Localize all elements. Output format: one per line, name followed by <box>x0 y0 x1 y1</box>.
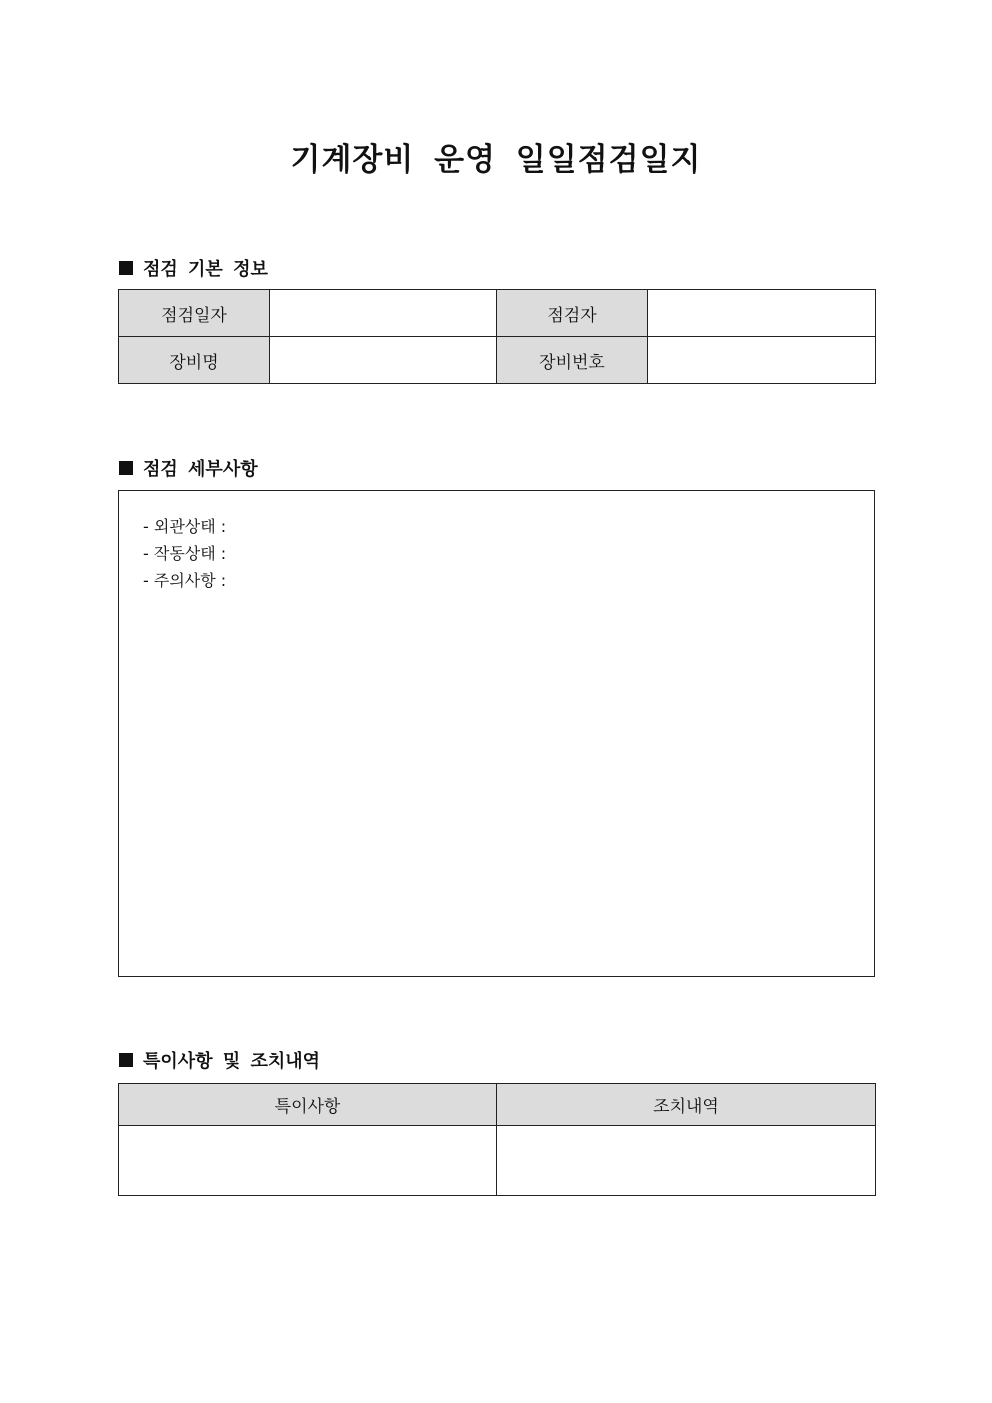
label-equipment-number: 장비번호 <box>497 337 648 384</box>
section-basic-heading <box>119 255 268 281</box>
section-remarks-heading <box>119 1047 320 1073</box>
detail-item-caution: - 주의사항 : <box>143 571 227 590</box>
inspection-date-field[interactable] <box>270 290 497 337</box>
header-actions: 조치내역 <box>497 1084 876 1126</box>
detail-list <box>119 491 874 594</box>
remarks-table <box>118 1083 876 1196</box>
section-remarks-title: 특이사항 및 조치내역 <box>143 1051 321 1072</box>
header-remarks: 특이사항 <box>119 1084 497 1126</box>
inspector-field[interactable] <box>648 290 876 337</box>
square-bullet-icon <box>119 261 133 275</box>
section-details-heading <box>119 455 258 481</box>
equipment-name-field[interactable] <box>270 337 497 384</box>
section-basic-title: 점검 기본 정보 <box>143 259 268 280</box>
label-equipment-name: 장비명 <box>119 337 270 384</box>
actions-field[interactable] <box>497 1126 876 1196</box>
detail-item-operation: - 작동상태 : <box>143 544 227 563</box>
equipment-number-field[interactable] <box>648 337 876 384</box>
basic-info-table <box>118 289 876 384</box>
square-bullet-icon <box>119 1053 133 1067</box>
inspection-details-box[interactable] <box>118 490 875 977</box>
page-title: 기계장비 운영 일일점검일지 <box>290 142 702 178</box>
detail-item-appearance: - 외관상태 : <box>143 517 227 536</box>
square-bullet-icon <box>119 461 133 475</box>
label-inspector: 점검자 <box>497 290 648 337</box>
label-inspection-date: 점검일자 <box>119 290 270 337</box>
remarks-field[interactable] <box>119 1126 497 1196</box>
section-details-title: 점검 세부사항 <box>143 459 258 480</box>
